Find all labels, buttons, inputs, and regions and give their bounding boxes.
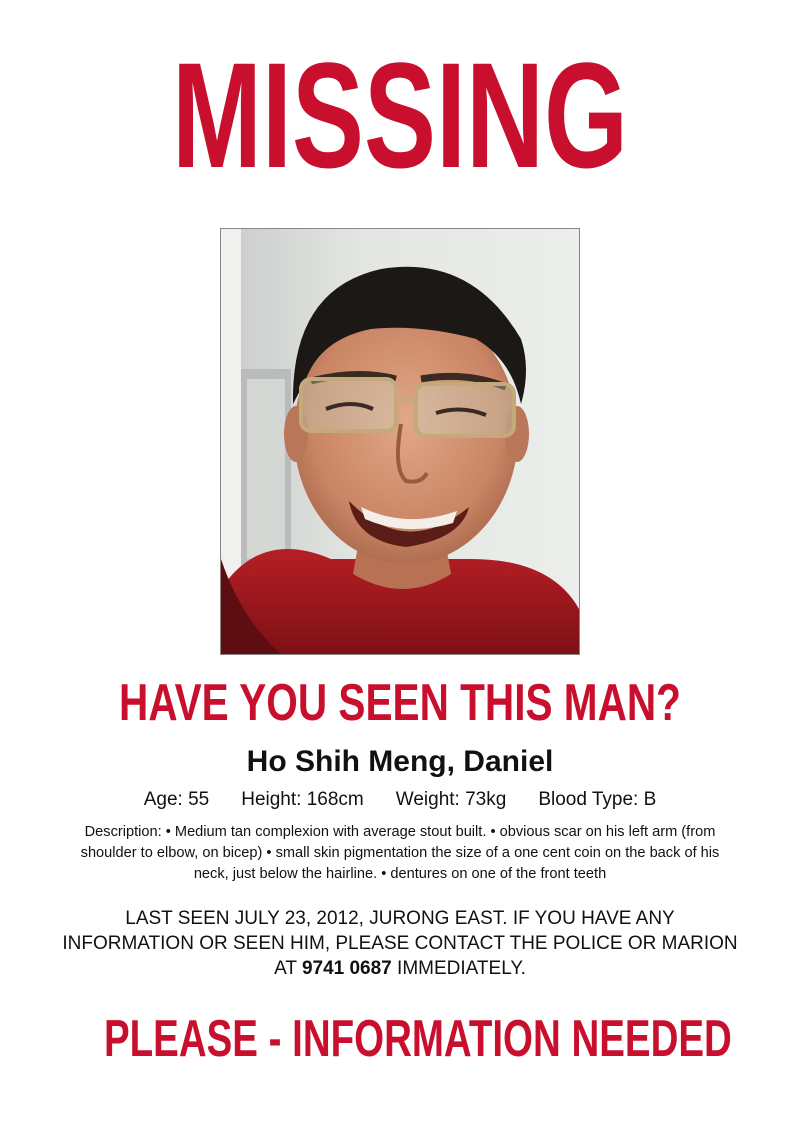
notice-text: LAST SEEN JULY 23, 2012, JURONG EAST. IF YOU HAVE ANY INFORMATION OR SEEN HIM, PLEASE CONTACT THE POLICE OR MARION AT: [62, 908, 738, 979]
physical-description: Description: • Medium tan complexion with average stout built. • obvious scar on his left arm (from shoulder to elbow, on bicep) • small skin pigmentation the size of a one cent coin on the back of his neck, just below the hairline. • dentures on one of the front teeth: [80, 824, 720, 882]
headline-question: HAVE YOU SEEN THIS MAN?: [119, 674, 681, 732]
stat-age: Age: 55: [143, 789, 210, 810]
stat-height: Height: 168cm: [241, 789, 364, 810]
poster-title: MISSING: [171, 31, 629, 199]
portrait-illustration: [221, 229, 579, 654]
physical-stats: [0, 787, 800, 813]
stat-blood-type: Blood Type: B: [538, 789, 657, 810]
last-seen-notice: [60, 906, 740, 981]
contact-phone: 9741 0687: [301, 958, 392, 979]
missing-person-name: Ho Shih Meng, Daniel: [246, 745, 554, 778]
notice-text-end: IMMEDIATELY.: [391, 958, 526, 979]
portrait-photo: [220, 228, 580, 655]
footer-appeal: PLEASE - INFORMATION NEEDED: [104, 1010, 732, 1068]
stat-weight: Weight: 73kg: [395, 789, 507, 810]
